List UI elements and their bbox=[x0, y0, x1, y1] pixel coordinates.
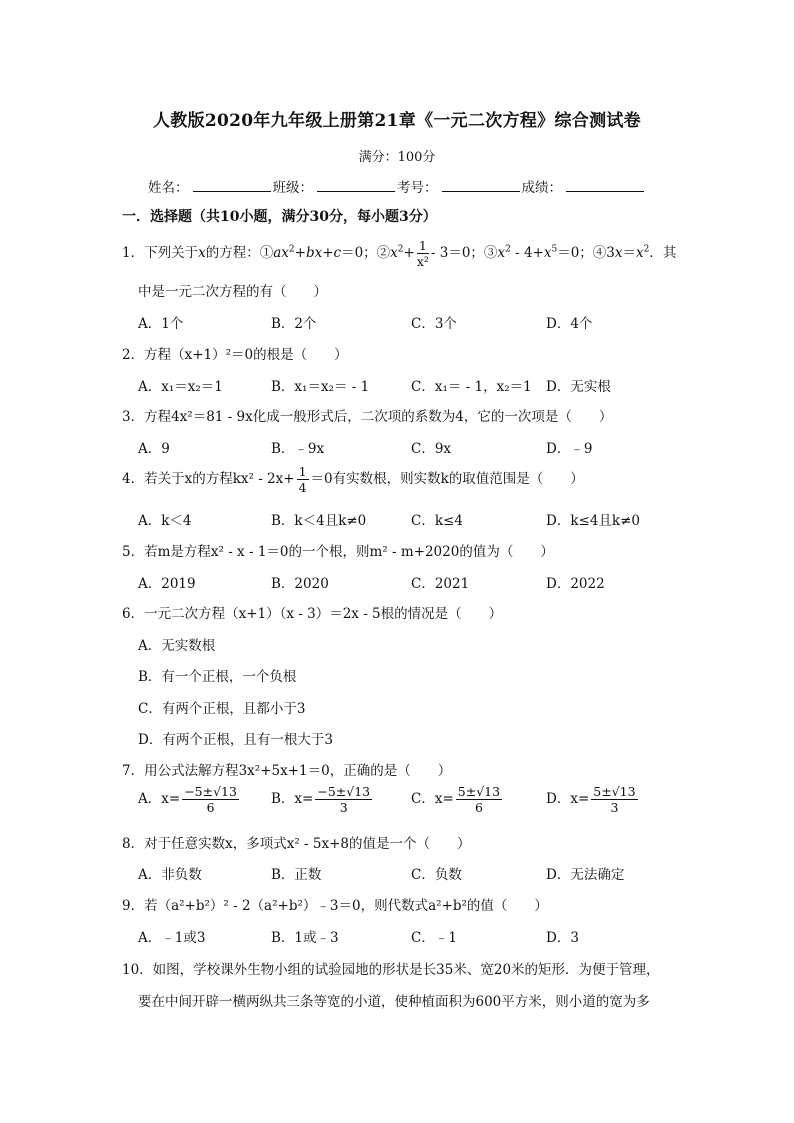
q1-option-c[interactable]: C．3个 bbox=[411, 316, 457, 332]
q7-option-b[interactable]: B．x= $\frac{-5\pm√13}{3}$ bbox=[271, 784, 371, 815]
question-4-stem: 4．若关于x的方程kx² - 2x+ $\frac{1}{4}$ ＝0有实数根，则实数k的取值范围是（ ） bbox=[122, 464, 584, 495]
grade-label: 成绩： bbox=[521, 180, 562, 196]
q6-option-c[interactable]: C．有两个正根，且都小于3 bbox=[138, 701, 306, 717]
q4-option-d[interactable]: D．k≤4且k≠0 bbox=[546, 513, 640, 529]
q4-option-b[interactable]: B．k＜4且k≠0 bbox=[271, 513, 367, 529]
q3-option-c[interactable]: C．9x bbox=[411, 441, 452, 457]
q8-option-a[interactable]: A．非负数 bbox=[138, 867, 202, 883]
question-10-line-2: 要在中间开辟一横两纵共三条等宽的小道，使种植面积为600平方米，则小道的宽为多 bbox=[138, 994, 650, 1010]
q4-option-a[interactable]: A．k＜4 bbox=[138, 513, 192, 529]
q1-fraction: $\frac{1}{\text{x²}}$ bbox=[416, 238, 429, 269]
name-label: 姓名： bbox=[148, 180, 189, 196]
q1-option-b[interactable]: B．2个 bbox=[271, 316, 317, 332]
exam-no-label: 考号： bbox=[397, 180, 438, 196]
q7-option-d[interactable]: D．x= $\frac{5\pm√13}{3}$ bbox=[546, 784, 636, 815]
q1-option-a[interactable]: A．1个 bbox=[138, 316, 184, 332]
student-info-row bbox=[148, 176, 646, 196]
q2-option-a[interactable]: A．x₁＝x₂＝1 bbox=[138, 379, 223, 395]
question-5-stem: 5．若m是方程x² - x - 1＝0的一个根，则m² - m+2020的值为（ ） bbox=[122, 544, 554, 560]
question-10-line-1: 10．如图，学校课外生物小组的试验园地的形状是长35米、宽20米的矩形．为便于管理， bbox=[122, 962, 660, 978]
q6-option-b[interactable]: B．有一个正根，一个负根 bbox=[138, 669, 297, 685]
q8-option-d[interactable]: D．无法确定 bbox=[546, 867, 625, 883]
q2-option-c[interactable]: C．x₁＝ - 1，x₂＝1 bbox=[411, 379, 532, 395]
question-2-stem: 2．方程（x+1）²＝0的根是（ ） bbox=[122, 347, 348, 363]
q4-fraction: $\frac{1}{4}$ bbox=[298, 464, 307, 495]
q9-option-b[interactable]: B．1或﹣3 bbox=[271, 930, 339, 946]
q5-option-b[interactable]: B．2020 bbox=[271, 576, 329, 592]
q3-option-d[interactable]: D．﹣9 bbox=[546, 441, 593, 457]
class-blank[interactable] bbox=[317, 177, 395, 192]
q7-option-c[interactable]: C．x= $\frac{5\pm√13}{6}$ bbox=[411, 784, 501, 815]
q2-option-d[interactable]: D．无实根 bbox=[546, 379, 611, 395]
question-7-stem: 7．用公式法解方程3x²+5x+1＝0，正确的是（ ） bbox=[122, 763, 452, 779]
name-blank[interactable] bbox=[193, 177, 271, 192]
question-1-line-1: 1．下列关于x的方程：$①ax^2+bx+c=0$；$②x^2+$ $\frac{1}{\text{x²}}$ - 3＝0；$③x^2 - 4+x^5=0$；$④3x=x^2$．其 bbox=[122, 238, 677, 269]
class-label: 班级： bbox=[272, 180, 313, 196]
q1-option-d[interactable]: D．4个 bbox=[546, 316, 593, 332]
q4-option-c[interactable]: C．k≤4 bbox=[411, 513, 463, 529]
q6-option-a[interactable]: A．无实数根 bbox=[138, 638, 216, 654]
q8-option-c[interactable]: C．负数 bbox=[411, 867, 462, 883]
section-heading: 一．选择题（共10小题，满分30分，每小题3分） bbox=[122, 209, 437, 225]
question-6-stem: 6．一元二次方程（x+1）（x - 3）＝2x - 5根的情况是（ ） bbox=[122, 606, 503, 622]
page-title: 人教版2020年九年级上册第21章《一元二次方程》综合测试卷 bbox=[153, 111, 641, 131]
q5-option-a[interactable]: A．2019 bbox=[138, 576, 196, 592]
q9-option-c[interactable]: C．﹣1 bbox=[411, 930, 457, 946]
q7-option-a[interactable]: A．x= $\frac{-5\pm√13}{6}$ bbox=[138, 784, 237, 815]
q9-option-a[interactable]: A．﹣1或3 bbox=[138, 930, 206, 946]
q9-option-d[interactable]: D．3 bbox=[546, 930, 579, 946]
q5-option-d[interactable]: D．2022 bbox=[546, 576, 605, 592]
question-1-line-2: 中是一元二次方程的有（ ） bbox=[138, 284, 327, 300]
q3-option-b[interactable]: B．﹣9x bbox=[271, 441, 325, 457]
q6-option-d[interactable]: D．有两个正根，且有一根大于3 bbox=[138, 732, 333, 748]
question-9-stem: 9．若（a²+b²）² - 2（a²+b²）﹣3＝0，则代数式a²+b²的值（ ） bbox=[122, 898, 548, 914]
full-score: 满分：100分 bbox=[358, 150, 436, 165]
question-8-stem: 8．对于任意实数x，多项式x² - 5x+8的值是一个（ ） bbox=[122, 836, 471, 852]
q5-option-c[interactable]: C．2021 bbox=[411, 576, 470, 592]
question-3-stem: 3．方程4x²＝81 - 9x化成一般形式后，二次项的系数为4，它的一次项是（ ） bbox=[122, 409, 613, 425]
q3-option-a[interactable]: A．9 bbox=[138, 441, 170, 457]
q2-option-b[interactable]: B．x₁＝x₂＝ - 1 bbox=[271, 379, 370, 395]
exam-no-blank[interactable] bbox=[442, 177, 520, 192]
q8-option-b[interactable]: B．正数 bbox=[271, 867, 322, 883]
grade-blank[interactable] bbox=[566, 177, 644, 192]
